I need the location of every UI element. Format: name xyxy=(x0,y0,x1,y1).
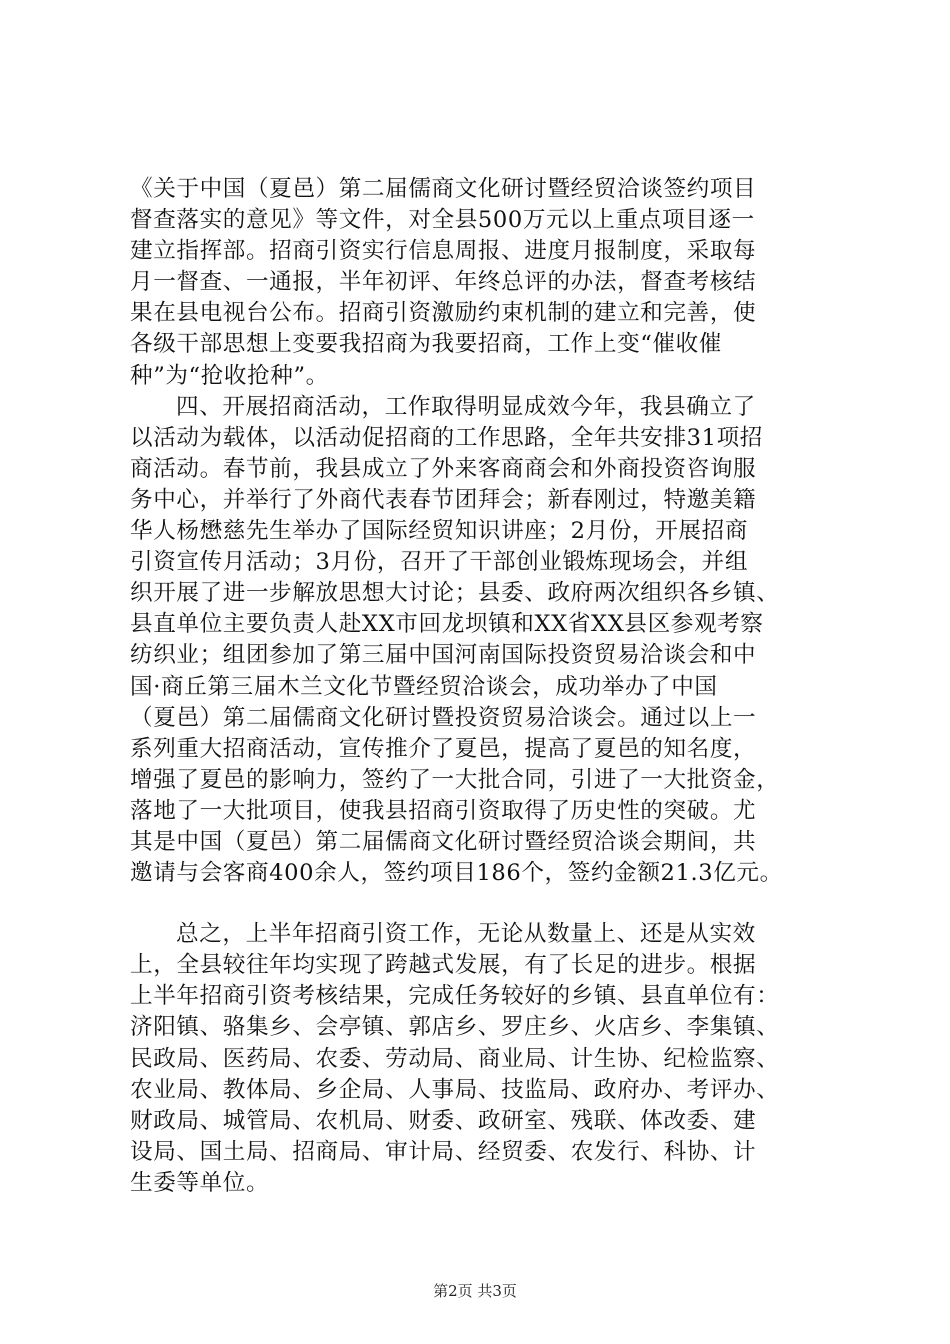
text-line: 上，全县较往年均实现了跨越式发展，有了长足的进步。根据 xyxy=(130,952,757,979)
text-line: 华人杨懋慈先生举办了国际经贸知识讲座；2月份，开展招商 xyxy=(130,518,749,545)
text-line: 四、开展招商活动，工作取得明显成效今年，我县确立了 xyxy=(176,393,756,420)
text-line: 设局、国土局、招商局、审计局、经贸委、农发行、科协、计 xyxy=(130,1138,757,1165)
text-line: 财政局、城管局、农机局、财委、政研室、残联、体改委、建 xyxy=(130,1107,757,1134)
text-line: 邀请与会客商400余人，签约项目186个，签约金额21.3亿元。 xyxy=(130,860,783,887)
text-line: 果在县电视台公布。招商引资激励约束机制的建立和完善，使 xyxy=(130,300,757,327)
text-line: 其是中国（夏邑）第二届儒商文化研讨暨经贸洽谈会期间，共 xyxy=(130,828,757,855)
text-line: 生委等单位。 xyxy=(130,1169,270,1196)
text-line: 引资宣传月活动；3月份，召开了干部创业锻炼现场会，并组 xyxy=(130,549,749,576)
text-line: 各级干部思想上变要我招商为我要招商，工作上变“催收催 xyxy=(130,331,722,358)
text-line: 落地了一大批项目，使我县招商引资取得了历史性的突破。尤 xyxy=(130,797,757,824)
text-line: 民政局、医药局、农委、劳动局、商业局、计生协、纪检监察、 xyxy=(130,1045,780,1072)
paragraph-1 xyxy=(130,174,850,392)
text-line: （夏邑）第二届儒商文化研讨暨投资贸易洽谈会。通过以上一 xyxy=(130,704,757,731)
text-line: 种”为“抢收抢种”。 xyxy=(130,362,329,389)
text-line: 月一督查、一通报，半年初评、年终总评的办法，督查考核结 xyxy=(130,269,757,296)
text-line: 务中心，并举行了外商代表春节团拜会；新春刚过，特邀美籍 xyxy=(130,486,757,513)
paragraph-gap xyxy=(130,889,850,919)
text-line: 增强了夏邑的影响力，签约了一大批合同，引进了一大批资金， xyxy=(130,766,780,793)
text-line: 国·商丘第三届木兰文化节暨经贸洽谈会，成功举办了中国 xyxy=(130,673,718,700)
text-line: 织开展了进一步解放思想大讨论；县委、政府两次组织各乡镇、 xyxy=(130,580,780,607)
text-line: 以活动为载体，以活动促招商的工作思路，全年共安排31项招 xyxy=(130,424,763,451)
text-line: 商活动。春节前，我县成立了外来客商商会和外商投资咨询服 xyxy=(130,455,757,482)
text-line: 县直单位主要负责人赴XX市回龙坝镇和XX省XX县区参观考察 xyxy=(130,611,764,638)
text-line: 纺织业；组团参加了第三届中国河南国际投资贸易洽谈会和中 xyxy=(130,642,757,669)
text-line: 建立指挥部。招商引资实行信息周报、进度月报制度，采取每 xyxy=(130,238,757,265)
text-line: 济阳镇、骆集乡、会亭镇、郭店乡、罗庄乡、火店乡、李集镇、 xyxy=(130,1014,780,1041)
text-line: 农业局、教体局、乡企局、人事局、技监局、政府办、考评办、 xyxy=(130,1076,780,1103)
text-line: 《关于中国（夏邑）第二届儒商文化研讨暨经贸洽谈签约项目 xyxy=(130,176,757,202)
text-line: 系列重大招商活动，宣传推介了夏邑，提高了夏邑的知名度， xyxy=(130,735,757,762)
document-body xyxy=(130,174,850,1199)
text-line: 总之，上半年招商引资工作，无论从数量上、还是从实效 xyxy=(176,921,756,948)
text-line: 督查落实的意见》等文件，对全县500万元以上重点项目逐一 xyxy=(130,207,755,234)
page-number-label: 第2页 共3页 xyxy=(433,1282,517,1300)
text-line: 上半年招商引资考核结果，完成任务较好的乡镇、县直单位有： xyxy=(130,983,780,1010)
paragraph-3 xyxy=(130,919,850,1199)
paragraph-2 xyxy=(130,392,850,890)
page-footer xyxy=(0,1280,950,1301)
